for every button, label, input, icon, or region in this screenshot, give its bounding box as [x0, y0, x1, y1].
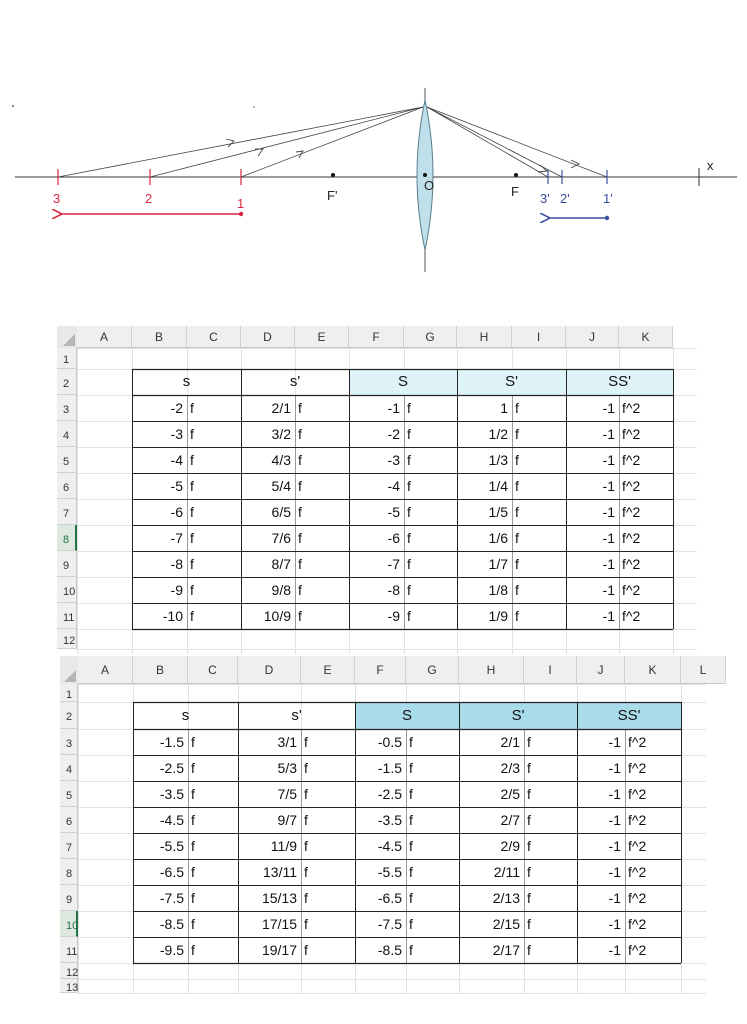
table-value-cell[interactable]: -1 — [608, 786, 621, 802]
table-unit-cell[interactable]: f — [191, 734, 195, 750]
table-value-cell[interactable]: 11/9 — [270, 838, 297, 854]
table-value-cell[interactable]: -7 — [387, 556, 400, 572]
table-value-cell[interactable]: -4.5 — [159, 812, 184, 828]
table-unit-cell[interactable]: f — [191, 916, 195, 932]
table-value-cell[interactable]: 1/3 — [488, 452, 508, 468]
table-unit-cell[interactable]: f — [191, 760, 195, 776]
table-unit-cell[interactable]: f^2 — [622, 452, 641, 468]
table-value-cell[interactable]: -8 — [387, 582, 400, 598]
table-unit-cell[interactable]: f — [298, 400, 302, 416]
row-header-12[interactable]: 12 — [57, 629, 77, 649]
row-header-1[interactable]: 1 — [57, 348, 77, 369]
table-value-cell[interactable]: 2/7 — [500, 812, 520, 828]
spreadsheet-table-1 — [57, 326, 697, 654]
row-header-1[interactable]: 1 — [60, 684, 78, 702]
table-value-cell[interactable]: 2/11 — [493, 864, 520, 880]
focal-label-right: F — [511, 184, 519, 199]
table-unit-cell[interactable]: f — [190, 452, 194, 468]
stray-dot — [12, 105, 14, 107]
table-value-cell[interactable]: -2 — [387, 426, 400, 442]
table-unit-cell[interactable]: f — [515, 504, 519, 520]
table-value-cell[interactable]: -9.5 — [159, 942, 184, 958]
table-value-cell[interactable]: -4 — [387, 478, 400, 494]
image-label-3: 3' — [540, 191, 550, 206]
table-value-cell[interactable]: 13/11 — [263, 864, 297, 880]
column-header-I[interactable]: I — [524, 656, 577, 684]
table-value-cell[interactable]: 1/9 — [488, 608, 508, 624]
table-value-cell[interactable]: -3 — [387, 452, 400, 468]
table-value-cell[interactable]: -1 — [602, 400, 615, 416]
table-header-cell: S — [397, 373, 408, 390]
table-value-cell[interactable]: -1.5 — [159, 734, 184, 750]
table-unit-cell[interactable]: f — [409, 760, 413, 776]
table-unit-cell[interactable]: f — [190, 530, 194, 546]
table-value-cell[interactable]: -1 — [602, 530, 615, 546]
table-value-cell[interactable]: -1 — [608, 942, 621, 958]
table-value-cell[interactable]: -2.5 — [377, 786, 402, 802]
table-unit-cell[interactable]: f — [190, 556, 194, 572]
object-label-2: 2 — [145, 191, 153, 206]
table-value-cell[interactable]: -1 — [608, 812, 621, 828]
table-unit-cell[interactable]: f^2 — [628, 942, 647, 958]
column-header-D[interactable]: D — [238, 656, 301, 684]
row-header-11[interactable]: 11 — [57, 603, 77, 629]
table-unit-cell[interactable]: f — [304, 864, 308, 880]
table-value-cell[interactable]: -1 — [602, 452, 615, 468]
table-header-cell: S' — [511, 707, 525, 724]
table-header-cell: SS' — [608, 373, 631, 390]
table-value-cell[interactable]: -5.5 — [159, 838, 184, 854]
table-unit-cell[interactable]: f — [304, 890, 308, 906]
column-header-D[interactable]: D — [241, 326, 295, 348]
column-header-G[interactable]: G — [406, 656, 459, 684]
column-header-K[interactable]: K — [625, 656, 681, 684]
table-unit-cell[interactable]: f — [298, 426, 302, 442]
table-value-cell[interactable]: -8.5 — [377, 942, 402, 958]
table-unit-cell[interactable]: f — [409, 734, 413, 750]
table-value-cell[interactable]: 2/1 — [500, 734, 520, 750]
row-header-12[interactable]: 12 — [60, 963, 78, 979]
table-unit-cell[interactable]: f — [304, 838, 308, 854]
row-header-3[interactable]: 3 — [60, 729, 78, 755]
table-header-cell: S — [401, 707, 412, 724]
table-unit-cell[interactable]: f — [527, 838, 531, 854]
table-unit-cell[interactable]: f — [515, 608, 519, 624]
column-header-E[interactable]: E — [295, 326, 349, 348]
table-value-cell[interactable]: 7/5 — [277, 786, 297, 802]
spreadsheet-table-2 — [60, 656, 706, 994]
table-unit-cell[interactable]: f — [409, 838, 413, 854]
column-header-B[interactable]: B — [133, 656, 188, 684]
table-unit-cell[interactable]: f — [298, 530, 302, 546]
table-value-cell[interactable]: 10/9 — [263, 608, 291, 624]
table-value-cell[interactable]: -1 — [608, 890, 621, 906]
table-unit-cell[interactable]: f — [190, 582, 194, 598]
table-value-cell[interactable]: -7.5 — [159, 890, 184, 906]
table-unit-cell[interactable]: f — [304, 812, 308, 828]
object-motion-start — [239, 212, 243, 216]
row-header-8[interactable]: 8 — [57, 525, 77, 551]
column-header-H[interactable]: H — [457, 326, 512, 348]
table-header-cell: S' — [505, 373, 518, 390]
table-value-cell[interactable]: 15/13 — [261, 890, 297, 906]
table-value-cell[interactable]: 7/6 — [271, 530, 291, 546]
object-label-3: 3 — [53, 191, 61, 206]
table-value-cell[interactable]: 1/4 — [488, 478, 508, 494]
column-header-F[interactable]: F — [355, 656, 406, 684]
object-label-1: 1 — [237, 196, 245, 211]
table-value-cell[interactable]: -6 — [387, 530, 400, 546]
table-value-cell[interactable]: -9 — [170, 582, 183, 598]
table-value-cell[interactable]: 1/5 — [488, 504, 508, 520]
table-value-cell[interactable]: -1.5 — [377, 760, 402, 776]
table-value-cell[interactable]: -6 — [170, 504, 183, 520]
table-value-cell[interactable]: -6.5 — [377, 890, 402, 906]
table-value-cell[interactable]: 8/7 — [271, 556, 291, 572]
table-value-cell[interactable]: 2/15 — [492, 916, 520, 932]
table-value-cell[interactable]: 5/4 — [271, 478, 291, 494]
row-header-8[interactable]: 8 — [60, 859, 78, 885]
table-unit-cell[interactable]: f^2 — [628, 838, 647, 854]
table-unit-cell[interactable]: f — [407, 400, 411, 416]
table-unit-cell[interactable]: f^2 — [628, 864, 647, 880]
table-unit-cell[interactable]: f^2 — [622, 556, 641, 572]
row-header-9[interactable]: 9 — [57, 551, 77, 577]
table-unit-cell[interactable]: f — [304, 786, 308, 802]
column-header-A[interactable]: A — [77, 326, 132, 348]
table-value-cell[interactable]: -0.5 — [377, 734, 402, 750]
row-header-10[interactable]: 10 — [60, 911, 78, 937]
table-value-cell[interactable]: 4/3 — [271, 452, 291, 468]
row-header-5[interactable]: 5 — [57, 447, 77, 473]
table-unit-cell[interactable]: f — [191, 812, 195, 828]
table-unit-cell[interactable]: f — [407, 608, 411, 624]
table-value-cell[interactable]: -1 — [608, 838, 621, 854]
table-unit-cell[interactable]: f — [304, 734, 308, 750]
table-value-cell[interactable]: -2 — [170, 400, 183, 416]
table-value-cell[interactable]: 19/17 — [261, 942, 297, 958]
row-header-2[interactable]: 2 — [57, 369, 77, 395]
row-header-7[interactable]: 7 — [60, 833, 78, 859]
table-unit-cell[interactable]: f^2 — [628, 916, 647, 932]
table-value-cell[interactable]: 1/2 — [488, 426, 508, 442]
table-unit-cell[interactable]: f — [527, 916, 531, 932]
table-unit-cell[interactable]: f — [515, 556, 519, 572]
table-unit-cell[interactable]: f — [298, 478, 302, 494]
table-unit-cell[interactable]: f — [304, 942, 308, 958]
table-unit-cell[interactable]: f — [298, 582, 302, 598]
table-unit-cell[interactable]: f — [304, 916, 308, 932]
table-unit-cell[interactable]: f — [409, 864, 413, 880]
ray-arrowheads — [226, 139, 303, 158]
table-unit-cell[interactable]: f — [409, 942, 413, 958]
table-unit-cell[interactable]: f — [304, 760, 308, 776]
stray-dot — [253, 106, 254, 107]
table-value-cell[interactable]: 2/1 — [271, 400, 291, 416]
table-unit-cell[interactable]: f — [407, 426, 411, 442]
table-value-cell[interactable]: -4 — [170, 452, 183, 468]
table-unit-cell[interactable]: f — [191, 942, 195, 958]
table-unit-cell[interactable]: f — [515, 478, 519, 494]
table-unit-cell[interactable]: f — [191, 890, 195, 906]
column-header-J[interactable]: J — [566, 326, 619, 348]
column-header-G[interactable]: G — [404, 326, 457, 348]
column-header-B[interactable]: B — [132, 326, 187, 348]
row-header-2[interactable]: 2 — [60, 702, 78, 729]
column-header-C[interactable]: C — [187, 326, 241, 348]
table-value-cell[interactable]: 3/2 — [271, 426, 291, 442]
table-value-cell[interactable]: -5 — [170, 478, 183, 494]
table-unit-cell[interactable]: f — [527, 760, 531, 776]
table-unit-cell[interactable]: f — [515, 400, 519, 416]
focal-point-right — [514, 173, 518, 177]
column-header-F[interactable]: F — [349, 326, 404, 348]
row-header-4[interactable]: 4 — [60, 755, 78, 781]
row-header-4[interactable]: 4 — [57, 421, 77, 447]
column-header-A[interactable]: A — [78, 656, 133, 684]
image-label-1: 1' — [603, 191, 613, 206]
row-header-3[interactable]: 3 — [57, 395, 77, 421]
table-value-cell[interactable]: -1 — [602, 608, 615, 624]
table-value-cell[interactable]: -1 — [602, 556, 615, 572]
row-header-6[interactable]: 6 — [60, 807, 78, 833]
table-value-cell[interactable]: 5/3 — [277, 760, 297, 776]
row-header-11[interactable]: 11 — [60, 937, 78, 963]
table-unit-cell[interactable]: f — [190, 400, 194, 416]
table-unit-cell[interactable]: f — [407, 478, 411, 494]
table-value-cell[interactable]: 1 — [500, 400, 508, 416]
table-unit-cell[interactable]: f — [527, 942, 531, 958]
table-value-cell[interactable]: -9 — [387, 608, 400, 624]
table-header-cell: s' — [289, 373, 301, 390]
focal-point-left — [331, 173, 335, 177]
table-unit-cell[interactable]: f^2 — [622, 426, 641, 442]
axis-label: x — [707, 158, 714, 173]
table-unit-cell[interactable]: f — [515, 452, 519, 468]
table-unit-cell[interactable]: f — [515, 530, 519, 546]
table-unit-cell[interactable]: f^2 — [622, 478, 641, 494]
table-unit-cell[interactable]: f — [298, 608, 302, 624]
table-value-cell[interactable]: 6/5 — [271, 504, 291, 520]
table-unit-cell[interactable]: f^2 — [628, 786, 647, 802]
table-unit-cell[interactable]: f^2 — [622, 504, 641, 520]
table-unit-cell[interactable]: f — [298, 556, 302, 572]
table-unit-cell[interactable]: f — [191, 786, 195, 802]
table-value-cell[interactable]: -1 — [387, 400, 400, 416]
table-unit-cell[interactable]: f^2 — [622, 400, 641, 416]
column-header-I[interactable]: I — [512, 326, 566, 348]
table-value-cell[interactable]: 9/7 — [277, 812, 297, 828]
table-value-cell[interactable]: 1/8 — [488, 582, 508, 598]
origin-point — [423, 173, 427, 177]
table-value-cell[interactable]: 9/8 — [271, 582, 291, 598]
table-value-cell[interactable]: -1 — [608, 864, 621, 880]
row-header-13[interactable]: 13 — [60, 979, 78, 993]
column-header-E[interactable]: E — [301, 656, 355, 684]
table-unit-cell[interactable]: f — [527, 812, 531, 828]
table-header-cell: s' — [291, 707, 302, 724]
table-unit-cell[interactable]: f — [407, 530, 411, 546]
table-value-cell[interactable]: -7 — [170, 530, 183, 546]
table-value-cell[interactable]: -1 — [602, 582, 615, 598]
table-unit-cell[interactable]: f — [298, 504, 302, 520]
table-value-cell[interactable]: -1 — [602, 478, 615, 494]
table-value-cell[interactable]: 2/5 — [500, 786, 520, 802]
table-unit-cell[interactable]: f^2 — [628, 760, 647, 776]
table-unit-cell[interactable]: f^2 — [628, 890, 647, 906]
table-unit-cell[interactable]: f — [190, 504, 194, 520]
table-unit-cell[interactable]: f — [298, 452, 302, 468]
incident-rays — [58, 107, 423, 177]
table-value-cell[interactable]: 1/6 — [488, 530, 508, 546]
table-unit-cell[interactable]: f — [409, 786, 413, 802]
table-unit-cell[interactable]: f — [409, 916, 413, 932]
row-header-6[interactable]: 6 — [57, 473, 77, 499]
table-unit-cell[interactable]: f — [409, 890, 413, 906]
table-header-cell: s — [181, 707, 190, 724]
column-header-K[interactable]: K — [619, 326, 673, 348]
table-value-cell[interactable]: 17/15 — [261, 916, 297, 932]
table-value-cell[interactable]: -4.5 — [377, 838, 402, 854]
table-header-cell: s — [182, 373, 191, 390]
table-unit-cell[interactable]: f — [515, 426, 519, 442]
row-header-10[interactable]: 10 — [57, 577, 77, 603]
table-value-cell[interactable]: -2.5 — [159, 760, 184, 776]
table-value-cell[interactable]: -1 — [608, 916, 621, 932]
table-unit-cell[interactable]: f — [407, 582, 411, 598]
table-value-cell[interactable]: 2/9 — [500, 838, 520, 854]
table-value-cell[interactable]: -10 — [162, 608, 183, 624]
column-header-J[interactable]: J — [577, 656, 625, 684]
row-header-7[interactable]: 7 — [57, 499, 77, 525]
table-unit-cell[interactable]: f — [527, 734, 531, 750]
table-value-cell[interactable]: -6.5 — [159, 864, 184, 880]
table-value-cell[interactable]: -8.5 — [159, 916, 184, 932]
image-label-2: 2' — [560, 191, 570, 206]
table-unit-cell[interactable]: f — [515, 582, 519, 598]
table-unit-cell[interactable]: f — [407, 452, 411, 468]
table-unit-cell[interactable]: f — [190, 478, 194, 494]
row-header-5[interactable]: 5 — [60, 781, 78, 807]
table-unit-cell[interactable]: f — [191, 838, 195, 854]
table-unit-cell[interactable]: f^2 — [622, 582, 641, 598]
refracted-arrowheads — [538, 160, 579, 172]
table-value-cell[interactable]: -7.5 — [377, 916, 402, 932]
row-header-9[interactable]: 9 — [60, 885, 78, 911]
table-value-cell[interactable]: -3.5 — [159, 786, 184, 802]
table-value-cell[interactable]: 2/13 — [492, 890, 520, 906]
table-value-cell[interactable]: 2/3 — [500, 760, 520, 776]
table-unit-cell[interactable]: f — [527, 786, 531, 802]
table-value-cell[interactable]: 3/1 — [277, 734, 297, 750]
lens-ray-diagram — [0, 0, 747, 290]
table-header-cell: SS' — [617, 707, 641, 724]
column-header-H[interactable]: H — [459, 656, 524, 684]
table-value-cell[interactable]: -5 — [387, 504, 400, 520]
table-value-cell[interactable]: -1 — [602, 426, 615, 442]
table-value-cell[interactable]: 2/17 — [492, 942, 520, 958]
focal-label-left: F' — [327, 188, 338, 203]
table-unit-cell[interactable]: f — [527, 864, 531, 880]
column-header-C[interactable]: C — [188, 656, 238, 684]
table-unit-cell[interactable]: f — [409, 812, 413, 828]
table-unit-cell[interactable]: f — [190, 426, 194, 442]
table-value-cell[interactable]: -8 — [170, 556, 183, 572]
table-unit-cell[interactable]: f^2 — [628, 812, 647, 828]
refracted-rays — [427, 107, 607, 177]
table-value-cell[interactable]: -5.5 — [377, 864, 402, 880]
table-unit-cell[interactable]: f^2 — [622, 530, 641, 546]
table-value-cell[interactable]: 1/7 — [488, 556, 508, 572]
table-value-cell[interactable]: -1 — [602, 504, 615, 520]
table-unit-cell[interactable]: f — [407, 556, 411, 572]
table-value-cell[interactable]: -3.5 — [377, 812, 402, 828]
table-unit-cell[interactable]: f^2 — [622, 608, 641, 624]
table-value-cell[interactable]: -3 — [170, 426, 183, 442]
table-unit-cell[interactable]: f — [407, 504, 411, 520]
origin-label: O — [424, 178, 435, 193]
table-unit-cell[interactable]: f — [191, 864, 195, 880]
table-unit-cell[interactable]: f^2 — [628, 734, 647, 750]
image-motion-start — [605, 216, 609, 220]
column-header-L[interactable]: L — [681, 656, 726, 684]
table-unit-cell[interactable]: f — [527, 890, 531, 906]
table-value-cell[interactable]: -1 — [608, 760, 621, 776]
table-unit-cell[interactable]: f — [190, 608, 194, 624]
table-value-cell[interactable]: -1 — [608, 734, 621, 750]
